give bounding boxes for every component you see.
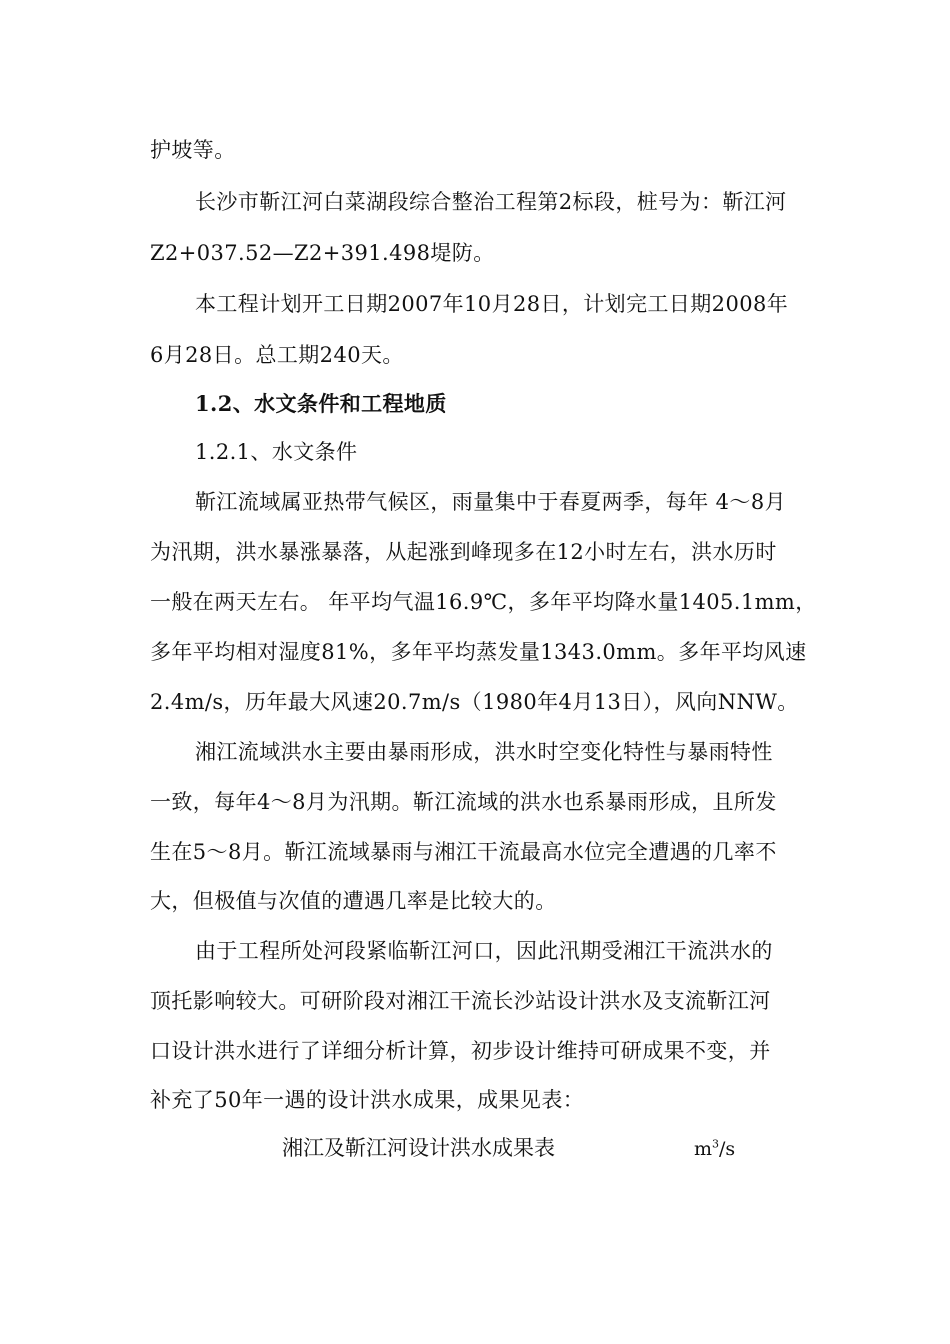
table-caption: 湘江及靳江河设计洪水成果表 (282, 1136, 555, 1160)
section-heading: 1.2、水文条件和工程地质 (195, 391, 447, 416)
paragraph-line: 本工程计划开工日期2007年10月28日，计划完工日期2008年 (195, 292, 789, 316)
paragraph-line: 顶托影响较大。可研阶段对湘江干流长沙站设计洪水及支流靳江河 (150, 989, 771, 1013)
unit-base: m (694, 1138, 713, 1160)
paragraph-line: 护坡等。 (150, 138, 236, 162)
paragraph-line: 一致，每年4～8月为汛期。靳江流域的洪水也系暴雨形成，且所发 (150, 790, 777, 814)
paragraph-line: Z2+037.52—Z2+391.498堤防。 (150, 241, 495, 265)
subsection-heading: 1.2.1、水文条件 (195, 440, 358, 464)
paragraph-line: 长沙市靳江河白菜湖段综合整治工程第2标段，桩号为：靳江河 (195, 190, 787, 214)
paragraph-line: 2.4m/s，历年最大风速20.7m/s（1980年4月13日），风向NNW。 (150, 690, 799, 714)
paragraph-line: 由于工程所处河段紧临靳江河口，因此汛期受湘江干流洪水的 (195, 939, 773, 963)
table-unit (694, 1135, 735, 1163)
paragraph-line: 湘江流域洪水主要由暴雨形成，洪水时空变化特性与暴雨特性 (195, 740, 773, 764)
paragraph-line: 6月28日。总工期240天。 (150, 343, 404, 367)
unit-tail: /s (719, 1138, 736, 1160)
paragraph-line: 生在5～8月。靳江流域暴雨与湘江干流最高水位完全遭遇的几率不 (150, 840, 777, 864)
paragraph-line: 多年平均相对湿度81%，多年平均蒸发量1343.0mm。多年平均风速 (150, 640, 807, 664)
unit-exponent: 3 (712, 1137, 720, 1151)
paragraph-line: 口设计洪水进行了详细分析计算，初步设计维持可研成果不变，并 (150, 1039, 771, 1063)
paragraph-line: 为汛期，洪水暴涨暴落，从起涨到峰现多在12小时左右，洪水历时 (150, 540, 777, 564)
paragraph-line: 大，但极值与次值的遭遇几率是比较大的。 (150, 889, 557, 913)
paragraph-line: 靳江流域属亚热带气候区，雨量集中于春夏两季，每年 4～8月 (195, 490, 786, 514)
paragraph-line: 一般在两天左右。 年平均气温16.9℃，多年平均降水量1405.1mm， (150, 590, 817, 614)
paragraph-line: 补充了50年一遇的设计洪水成果，成果见表： (150, 1088, 585, 1112)
